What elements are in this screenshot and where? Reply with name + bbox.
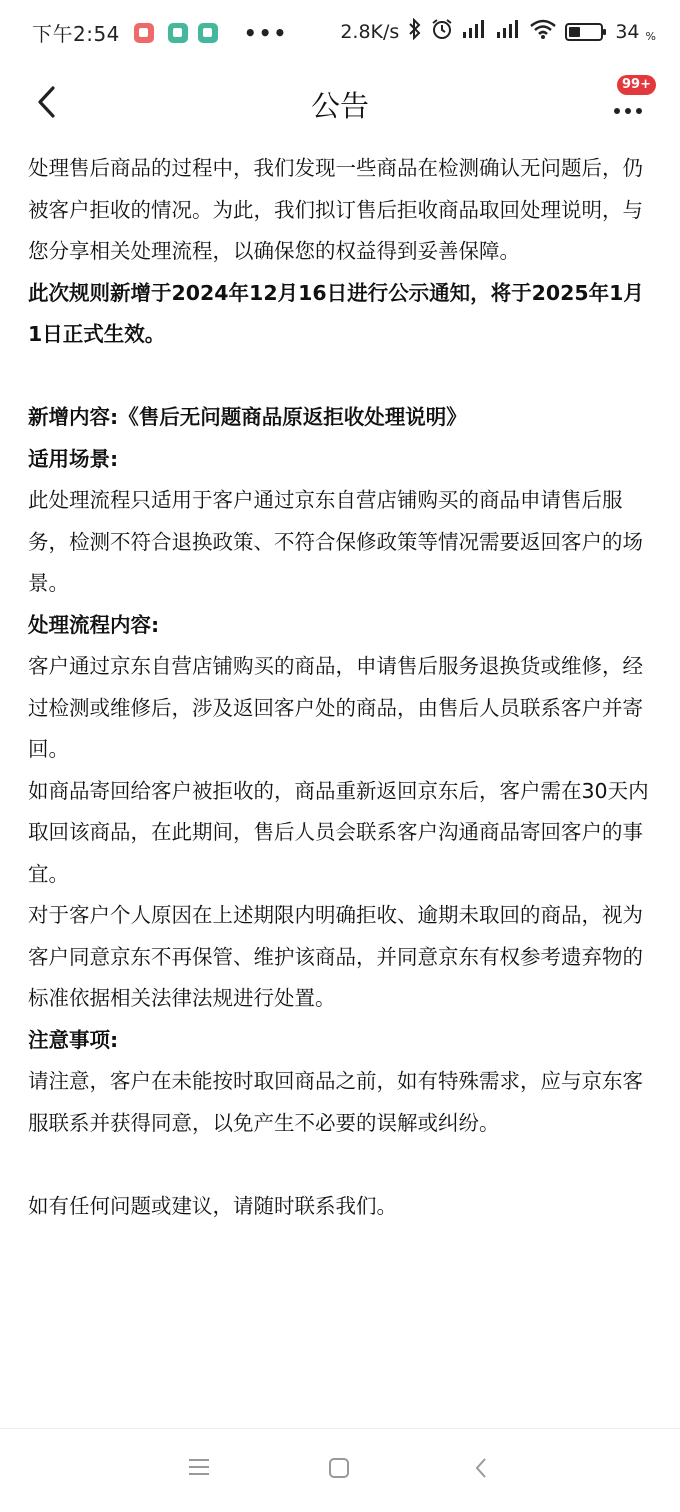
message-count-badge: 99+ [617,75,656,95]
scope-heading: 适用场景: [28,446,119,471]
new-content-title: 新增内容:《售后无问题商品原返拒收处理说明》 [28,405,467,429]
process-paragraph-1: 客户通过京东自营店铺购买的商品，申请售后服务退换货或维修，经过检测或维修后，涉及返回客户处的商品，由售后人员联系客户并寄回。 [28,654,643,761]
bluetooth-icon [407,18,423,45]
signal-icon-1 [461,18,487,45]
battery-level: 34 [615,20,640,43]
network-speed: 2.8K/s [340,20,400,43]
system-nav-bar [0,1428,680,1512]
status-time: 下午2:54 [32,22,120,46]
more-dots-icon [614,108,642,114]
alarm-icon [431,18,453,45]
process-heading: 处理流程内容: [28,612,160,637]
page-title: 公告 [310,89,369,123]
process-paragraph-2: 如商品寄回给客户被拒收的，商品重新返回京东后，客户需在30天内取回该商品，在此期间，售后人员会联系客户沟通商品寄回客户的事宜。 [28,778,649,886]
notification-app-icon [134,23,154,43]
notification-shield-icon [168,23,188,43]
notes-paragraph: 请注意，客户在未能按时取回商品之前，如有特殊需求，应与京东客服联系并获得同意，以免产生不必要的误解或纠纷。 [28,1069,643,1135]
menu-icon [188,1457,210,1477]
status-bar [0,0,680,62]
battery-icon [565,23,603,41]
wifi-icon [529,18,557,45]
recent-apps-button[interactable] [188,1457,210,1477]
back-chevron-icon [474,1457,488,1479]
rule-notice: 此次规则新增于2024年12月16日进行公示通知，将于2025年1月1日正式生效。 [28,280,644,346]
scope-paragraph: 此处理流程只适用于客户通过京东自营店铺购买的商品申请售后服务，检测不符合退换政策、不符合保修政策等情况需要返回客户的场景。 [28,488,643,595]
announcement-body [28,148,652,1227]
home-button[interactable] [328,1457,350,1479]
battery-unit: % [645,29,656,43]
closing-paragraph: 如有任何问题或建议，请随时联系我们。 [28,1193,397,1218]
signal-icon-2 [495,18,521,45]
notification-shield-icon-2 [198,23,218,43]
notes-heading: 注意事项: [28,1027,119,1052]
home-square-icon [328,1457,350,1479]
intro-paragraph: 处理售后商品的过程中，我们发现一些商品在检测确认无问题后，仍被客户拒收的情况。为此，我们拟订售后拒收商品取回处理说明，与您分享相关处理流程，以确保您的权益得到妥善保障。 [28,156,643,263]
header [0,62,680,144]
system-back-button[interactable] [474,1457,488,1479]
more-notifications-icon: ••• [243,20,289,45]
process-paragraph-3: 对于客户个人原因在上述期限内明确拒收、逾期未取回的商品，视为客户同意京东不再保管、维护该商品，并同意京东有权参考遗弃物的标准依据相关法律法规进行处置。 [28,903,643,1010]
